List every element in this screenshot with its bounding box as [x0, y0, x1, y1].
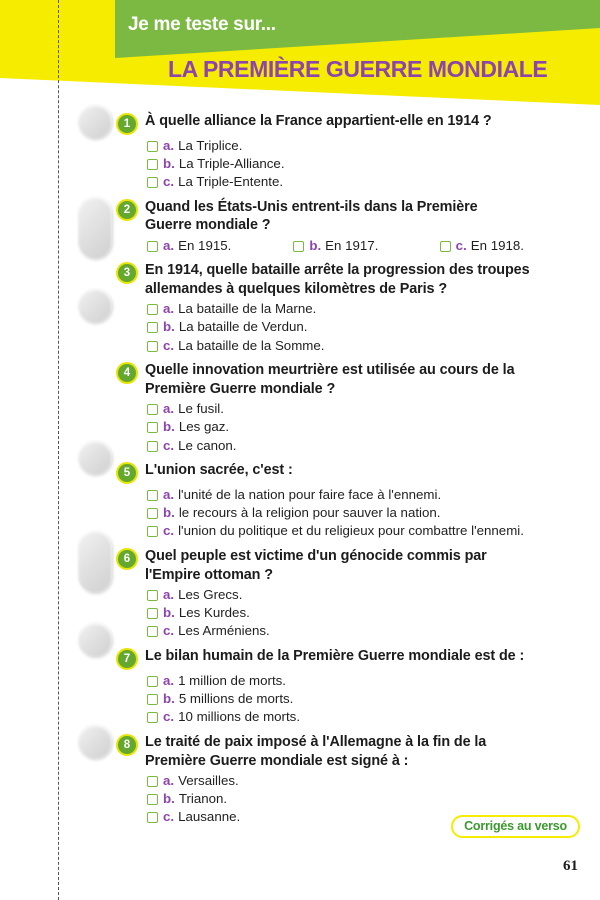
question-text: Le bilan humain de la Première Guerre mondiale est de : [145, 648, 525, 665]
option-text: Trianon. [178, 790, 228, 806]
option-text: Versailles. [178, 772, 239, 788]
option-letter: a. [163, 586, 175, 602]
option-list [116, 299, 586, 354]
option-list [116, 399, 586, 454]
option-row[interactable] [147, 604, 586, 622]
option-letter: c. [163, 337, 175, 353]
question-number-badge: 4 [116, 362, 138, 384]
question-item [116, 461, 586, 540]
binding-hole [78, 530, 112, 592]
checkbox-icon[interactable] [147, 590, 158, 601]
option-row[interactable] [147, 622, 586, 640]
question-text: Quel peuple est victime d'un génocide commis par l'Empire ottoman ? [145, 548, 487, 583]
option-row[interactable] [147, 522, 586, 540]
option-letter: c. [163, 174, 175, 190]
option-row[interactable] [147, 236, 293, 254]
option-row[interactable] [147, 336, 586, 354]
checkbox-icon[interactable] [147, 712, 158, 723]
question-text: À quelle alliance la France appartient-elle en 1914 ? [145, 113, 492, 129]
option-list [116, 136, 586, 191]
question-number-badge: 7 [116, 648, 138, 670]
option-letter: b. [163, 790, 175, 806]
question-header [116, 461, 586, 484]
option-letter: a. [163, 137, 175, 153]
option-list [116, 236, 586, 254]
option-text: le recours à la religion pour sauver la nation. [178, 505, 441, 521]
option-text: En 1918. [470, 237, 524, 253]
option-row[interactable] [147, 418, 586, 436]
option-text: 5 millions de morts. [178, 690, 294, 706]
checkbox-icon[interactable] [147, 526, 158, 537]
question-header [116, 261, 586, 298]
option-row[interactable] [147, 436, 586, 454]
question-item [116, 261, 586, 354]
option-row[interactable] [147, 154, 586, 172]
question-item [116, 647, 586, 726]
header-kicker: Je me teste sur... [128, 14, 276, 35]
option-letter: a. [163, 486, 175, 502]
checkbox-icon[interactable] [147, 322, 158, 333]
binding-hole [78, 196, 112, 258]
checkbox-icon[interactable] [147, 794, 158, 805]
checkbox-icon[interactable] [147, 694, 158, 705]
option-text: l'unité de la nation pour faire face à l'ennemi. [178, 486, 442, 502]
checkbox-icon[interactable] [147, 676, 158, 687]
question-text: Quelle innovation meurtrière est utilisée au cours de la Première Guerre mondiale ? [145, 362, 515, 397]
checkbox-icon[interactable] [147, 508, 158, 519]
question-header [116, 647, 586, 670]
page-header [0, 0, 600, 110]
checkbox-icon[interactable] [147, 441, 158, 452]
question-header [116, 198, 586, 235]
option-letter: b. [163, 505, 175, 521]
option-text: 1 million de morts. [178, 672, 286, 688]
checkbox-icon[interactable] [147, 608, 158, 619]
question-number-badge: 3 [116, 262, 138, 284]
option-row[interactable] [147, 671, 586, 689]
option-letter: c. [455, 237, 467, 253]
option-text: La bataille de la Somme. [178, 337, 325, 353]
option-text: Le fusil. [178, 400, 224, 416]
page-number: 61 [563, 858, 578, 874]
option-text: Les Grecs. [178, 586, 243, 602]
checkbox-icon[interactable] [147, 159, 158, 170]
option-list [116, 485, 586, 540]
page-title: LA PREMIÈRE GUERRE MONDIALE [168, 56, 548, 82]
option-letter: b. [163, 419, 175, 435]
option-list [116, 585, 586, 640]
checkbox-icon[interactable] [147, 776, 158, 787]
option-letter: b. [163, 155, 175, 171]
checkbox-icon[interactable] [147, 241, 158, 252]
question-item [116, 547, 586, 640]
checkbox-icon[interactable] [147, 341, 158, 352]
question-number-badge: 2 [116, 199, 138, 221]
binding-hole [78, 724, 112, 758]
option-letter: c. [163, 437, 175, 453]
option-letter: a. [163, 672, 175, 688]
option-letter: c. [163, 809, 175, 825]
question-number-badge: 6 [116, 548, 138, 570]
checkbox-icon[interactable] [147, 304, 158, 315]
option-row[interactable] [147, 485, 586, 503]
option-letter: b. [309, 237, 322, 253]
binding-hole [78, 104, 112, 138]
question-item [116, 112, 586, 191]
option-letter: a. [163, 300, 175, 316]
cut-line [58, 0, 59, 900]
option-row[interactable] [147, 173, 586, 191]
option-text: Les gaz. [178, 419, 230, 435]
question-item [116, 198, 586, 254]
option-text: Le canon. [178, 437, 237, 453]
question-item [116, 361, 586, 454]
question-text: En 1914, quelle bataille arrête la progression des troupes allemandes à quelques kilomètres de Paris ? [145, 262, 530, 297]
option-letter: c. [163, 523, 175, 539]
option-text: Lausanne. [178, 809, 241, 825]
question-number-badge: 5 [116, 462, 138, 484]
option-text: La Triple-Alliance. [178, 155, 285, 171]
question-text: Quand les États-Unis entrent-ils dans la Première Guerre mondiale ? [145, 198, 478, 234]
option-row[interactable] [147, 318, 586, 336]
option-letter: c. [163, 709, 175, 725]
checkbox-icon[interactable] [147, 626, 158, 637]
option-row[interactable] [147, 689, 586, 707]
option-row[interactable] [440, 236, 586, 254]
option-row[interactable] [147, 789, 586, 807]
question-number-badge: 1 [116, 113, 138, 135]
question-text: Le traité de paix imposé à l'Allemagne à la fin de la Première Guerre mondiale est signé à : [145, 733, 487, 769]
binding-hole [78, 622, 112, 656]
option-text: l'union du politique et du religieux pour combattre l'ennemi. [178, 523, 524, 539]
binding-hole [78, 288, 112, 322]
quiz-question-list [116, 112, 586, 833]
option-letter: a. [163, 237, 175, 253]
checkbox-icon[interactable] [147, 141, 158, 152]
option-letter: a. [163, 400, 175, 416]
question-header [116, 112, 586, 135]
option-list [116, 671, 586, 726]
checkbox-icon[interactable] [147, 490, 158, 501]
option-text: En 1917. [325, 237, 379, 253]
option-row[interactable] [147, 136, 586, 154]
option-letter: b. [163, 605, 175, 621]
option-letter: b. [163, 690, 175, 706]
question-header [116, 547, 586, 584]
question-text: L'union sacrée, c'est : [145, 462, 293, 479]
checkbox-icon[interactable] [147, 177, 158, 188]
option-row[interactable] [293, 236, 439, 254]
option-row[interactable] [147, 585, 586, 603]
question-header [116, 361, 586, 398]
option-row[interactable] [147, 299, 586, 317]
option-row[interactable] [147, 771, 586, 789]
answers-overleaf-badge: Corrigés au verso [451, 815, 580, 838]
option-row[interactable] [147, 399, 586, 417]
checkbox-icon[interactable] [147, 422, 158, 433]
question-item [116, 733, 586, 826]
option-text: La bataille de Verdun. [178, 319, 308, 335]
binding-hole [78, 440, 112, 474]
option-letter: a. [163, 772, 175, 788]
checkbox-icon[interactable] [147, 812, 158, 823]
checkbox-icon[interactable] [440, 241, 451, 252]
option-letter: b. [163, 319, 175, 335]
option-letter: c. [163, 623, 175, 639]
checkbox-icon[interactable] [147, 404, 158, 415]
question-number-badge: 8 [116, 734, 138, 756]
option-text: Les Kurdes. [178, 605, 250, 621]
option-text: En 1915. [178, 237, 232, 253]
option-row[interactable] [147, 708, 586, 726]
option-row[interactable] [147, 504, 586, 522]
option-text: La Triple-Entente. [178, 174, 284, 190]
question-header [116, 733, 586, 770]
option-text: Les Arméniens. [178, 623, 270, 639]
option-text: 10 millions de morts. [178, 709, 301, 725]
option-text: La Triplice. [178, 137, 243, 153]
option-text: La bataille de la Marne. [178, 300, 317, 316]
checkbox-icon[interactable] [293, 241, 304, 252]
